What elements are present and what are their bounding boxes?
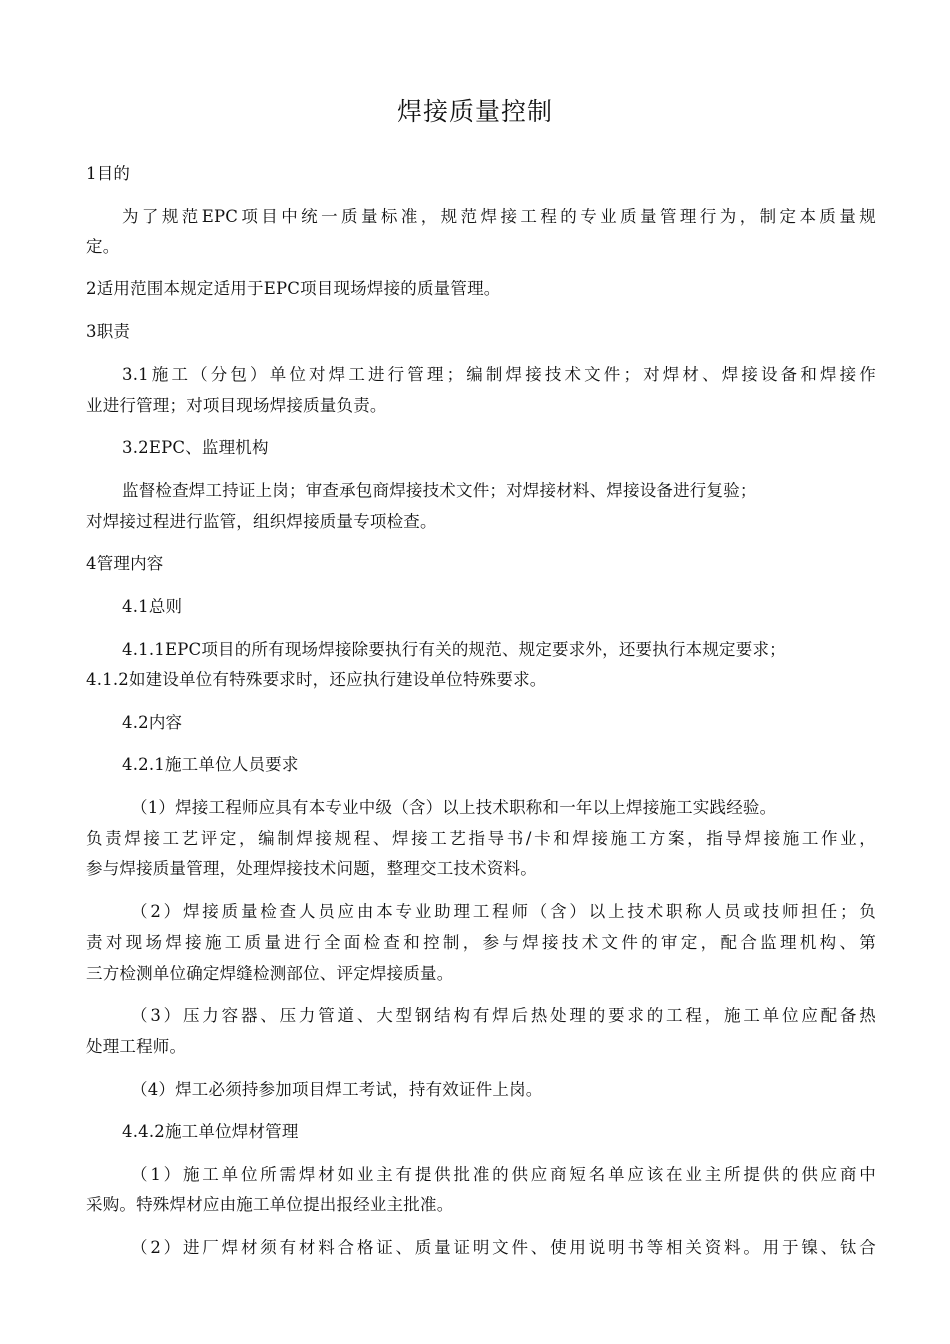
- paragraph-line: 监督检查焊工持证上岗；审查承包商焊接技术文件；对焊接材料、焊接设备进行复验；: [122, 481, 757, 500]
- section-heading-management: 4管理内容: [86, 554, 164, 573]
- paragraph-line: 三方检测单位确定焊缝检测部位、评定焊接质量。: [86, 964, 454, 983]
- paragraph-line: （3）压力容器、压力管道、大型钢结构有焊后热处理的要求的工程，施工单位应配备热: [131, 1006, 876, 1025]
- subsection-heading: 3.2EPC、监理机构: [122, 438, 269, 457]
- paragraph-line: 3.1施工（分包）单位对焊工进行管理；编制焊接技术文件；对焊材、焊接设备和焊接作: [122, 365, 876, 384]
- subsection-heading: 4.2内容: [122, 713, 183, 732]
- section-heading-scope: 2适用范围本规定适用于EPC项目现场焊接的质量管理。: [86, 279, 501, 298]
- paragraph-line: （1）焊接工程师应具有本专业中级（含）以上技术职称和一年以上焊接施工实践经验。: [131, 798, 777, 817]
- paragraph-line: 业进行管理；对项目现场焊接质量负责。: [86, 396, 387, 415]
- paragraph-line: （4）焊工必须持参加项目焊工考试，持有效证件上岗。: [131, 1080, 543, 1099]
- subsection-heading: 4.4.2施工单位焊材管理: [122, 1122, 299, 1141]
- paragraph-line: 为了规范EPC项目中统一质量标准，规范焊接工程的专业质量管理行为，制定本质量规: [122, 207, 876, 226]
- paragraph-line: 处理工程师。: [86, 1037, 187, 1056]
- paragraph-line: （2）焊接质量检查人员应由本专业助理工程师（含）以上技术职称人员或技师担任；负: [131, 902, 876, 921]
- paragraph-line: 采购。特殊焊材应由施工单位提出报经业主批准。: [86, 1195, 454, 1214]
- section-heading-purpose: 1目的: [86, 164, 131, 183]
- paragraph-line: 4.1.1EPC项目的所有现场焊接除要执行有关的规范、规定要求外，还要执行本规定要求；: [122, 640, 786, 659]
- section-heading-duties: 3职责: [86, 322, 131, 341]
- paragraph-line: 对焊接过程进行监管，组织焊接质量专项检查。: [86, 512, 437, 531]
- document-title: 焊接质量控制: [396, 97, 553, 126]
- paragraph-line: 4.1.2如建设单位有特殊要求时，还应执行建设单位特殊要求。: [86, 670, 547, 689]
- subsection-heading: 4.2.1施工单位人员要求: [122, 755, 299, 774]
- paragraph-line: 参与焊接质量管理，处理焊接技术问题，整理交工技术资料。: [86, 859, 537, 878]
- paragraph-line: （2）进厂焊材须有材料合格证、质量证明文件、使用说明书等相关资料。用于镍、钛合: [131, 1238, 876, 1257]
- subsection-heading: 4.1总则: [122, 597, 183, 616]
- paragraph-line: 负责焊接工艺评定，编制焊接规程、焊接工艺指导书/卡和焊接施工方案，指导焊接施工作业，: [86, 829, 876, 848]
- paragraph-line: 定。: [86, 237, 120, 256]
- paragraph-line: 责对现场焊接施工质量进行全面检查和控制，参与焊接技术文件的审定，配合监理机构、第: [86, 933, 876, 952]
- paragraph-line: （1）施工单位所需焊材如业主有提供批准的供应商短名单应该在业主所提供的供应商中: [131, 1165, 876, 1184]
